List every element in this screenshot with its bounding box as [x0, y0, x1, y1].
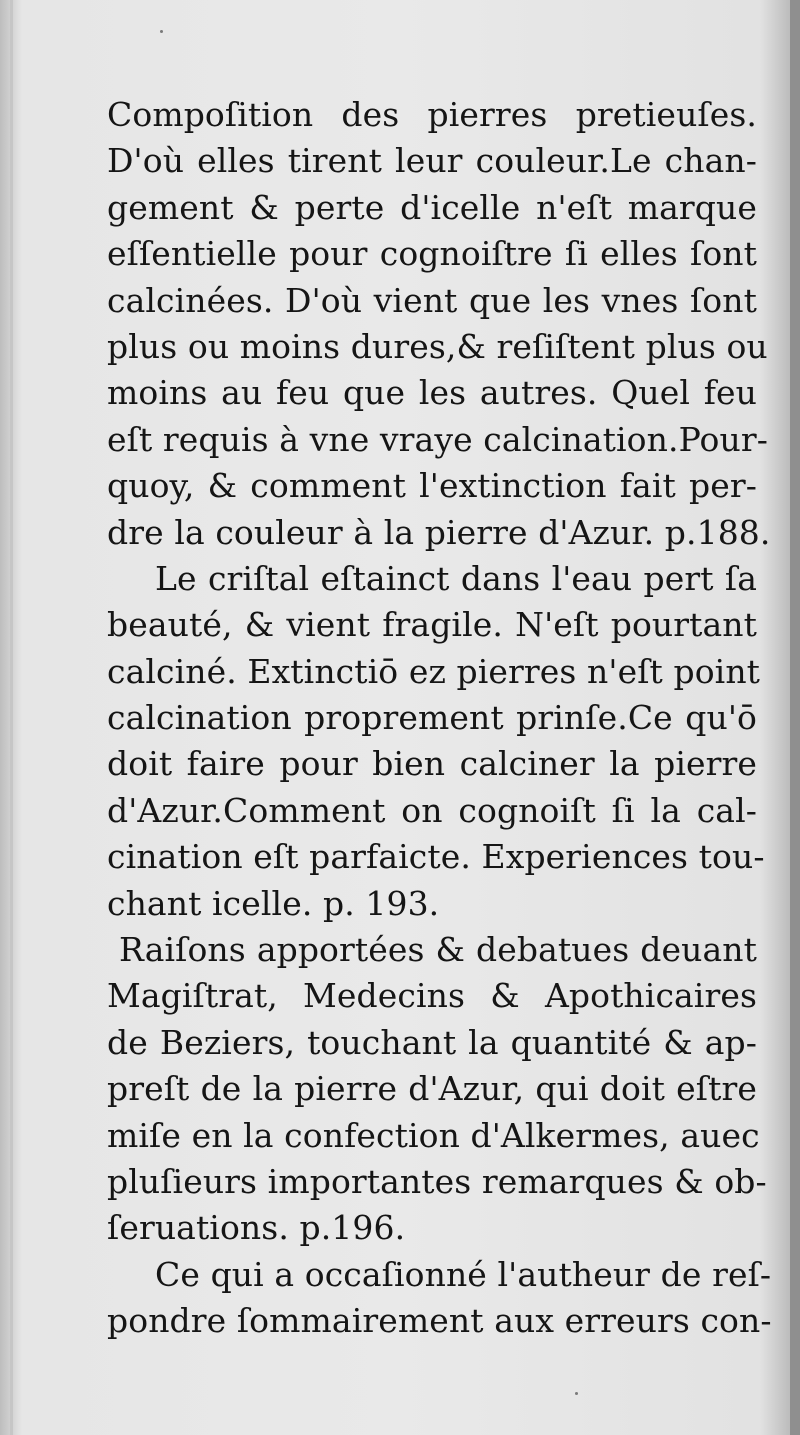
text-line: de Beziers, touchant la quantité & ap-: [107, 1022, 757, 1062]
text-line: Compoſition des pierres pretieuſes.: [107, 95, 757, 134]
text-line: miſe en la confection d'Alkermes, auec: [107, 1115, 760, 1155]
text-line: chant icelle. p. 193.: [107, 883, 440, 923]
text-line: cination eſt parfaicte. Experiences tou-: [107, 837, 765, 877]
text-line: pluſieurs importantes remarques & ob-: [107, 1161, 767, 1201]
text-line: ſeruations. p.196.: [107, 1208, 406, 1248]
text-line: preſt de la pierre d'Azur, qui doit eſtre: [107, 1069, 757, 1109]
text-line: doit faire pour bien calciner la pierre: [107, 744, 757, 784]
text-line: d'Azur.Comment on cognoiſt ſi la cal-: [107, 790, 757, 830]
text-line: gement & perte d'icelle n'eſt marque: [107, 187, 757, 227]
text-line: Ce qui a occaſionné l'autheur de reſ-: [155, 1254, 772, 1294]
text-line: calcinées. D'où vient que les vnes ſont: [107, 280, 757, 320]
paper-speck: [160, 30, 163, 33]
text-line: Raiſons apportées & debatues deuant: [119, 930, 757, 970]
text-line: plus ou moins dures,& reſiſtent plus ou: [107, 326, 768, 366]
page-text: [107, 92, 772, 1345]
text-line: quoy, & comment l'extinction fait per-: [107, 466, 757, 506]
text-line: beauté, & vient fragile. N'eſt pourtant: [107, 605, 757, 645]
text-line: Magiſtrat, Medecins & Apothicaires: [107, 976, 757, 1016]
text-line: pondre ſommairement aux erreurs con-: [107, 1301, 772, 1341]
text-line: calcination proprement prinſe.Ce qu'ō: [107, 698, 757, 738]
text-line: Le criſtal eſtainct dans l'eau pert ſa: [155, 558, 757, 598]
paper-speck: [575, 1392, 578, 1395]
text-line: eſt requis à vne vraye calcination.Pour-: [107, 419, 769, 459]
text-line: dre la couleur à la pierre d'Azur. p.188.: [107, 512, 771, 552]
text-line: eſſentielle pour cognoiſtre ſi elles ſont: [107, 234, 757, 274]
text-line: moins au feu que les autres. Quel feu: [107, 373, 757, 413]
text-line: D'où elles tirent leur couleur.Le chan-: [107, 141, 757, 181]
text-line: calciné. Extinctiō ez pierres n'eſt point: [107, 651, 761, 691]
